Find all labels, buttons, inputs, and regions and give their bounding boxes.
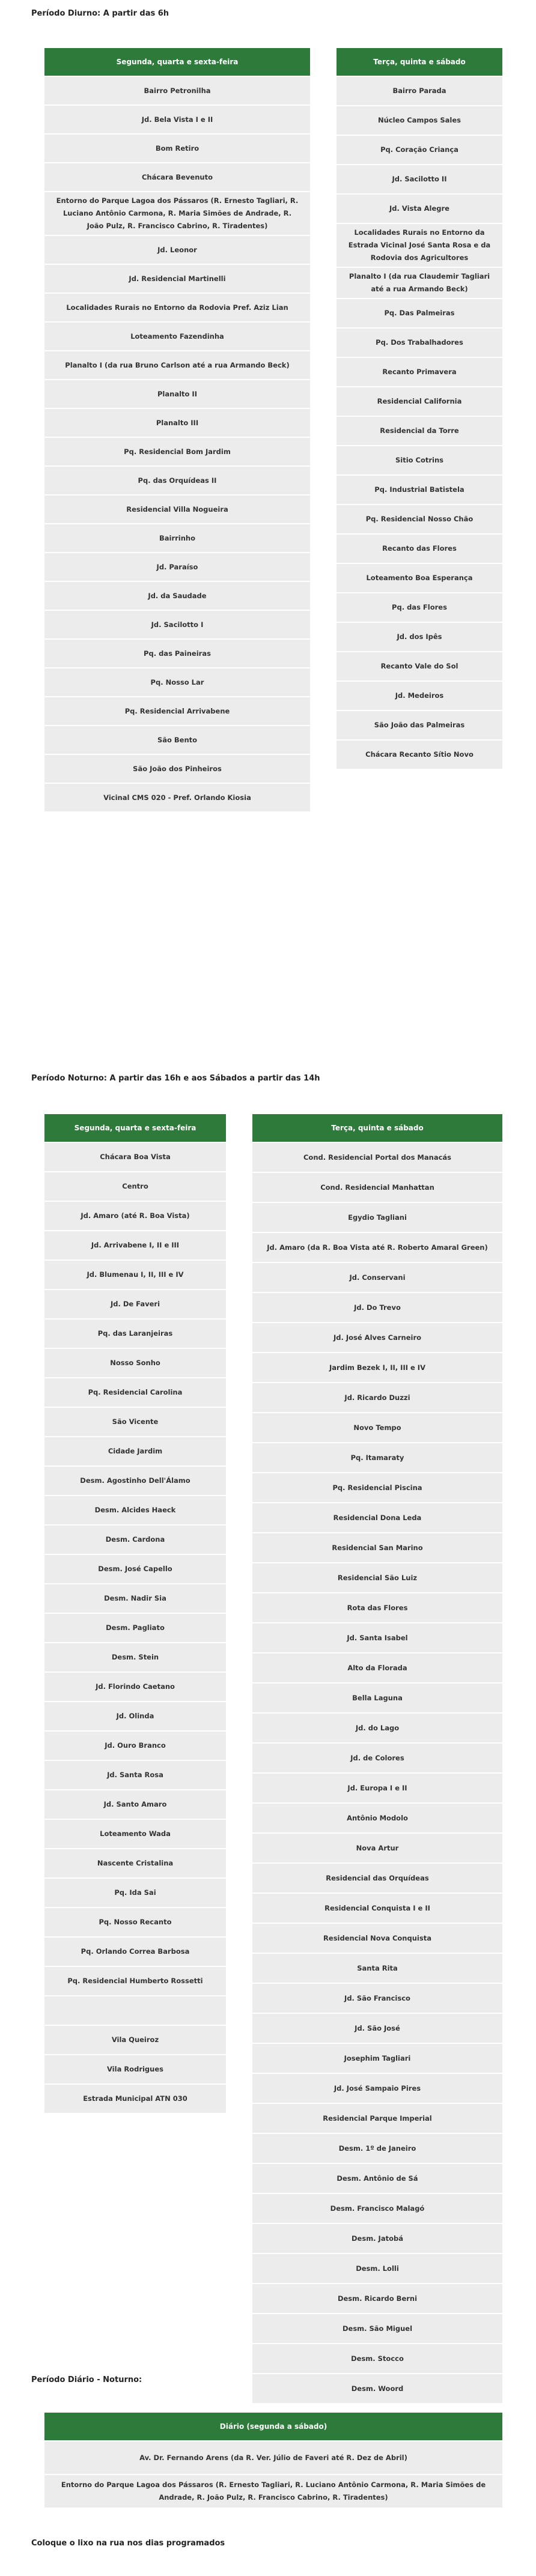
table-row	[252, 2013, 502, 2043]
neighborhood-cell: Residencial Dona Leda	[252, 1503, 502, 1533]
table-row	[337, 740, 502, 769]
neighborhood-cell: Residencial da Torre	[337, 416, 502, 446]
table-diario	[44, 2413, 502, 2509]
neighborhood-cell: Jd. Arrivabene I, II e III	[44, 1231, 226, 1260]
neighborhood-cell: Nascente Cristalina	[44, 1849, 226, 1878]
neighborhood-cell: Jd. Leonor	[44, 235, 310, 264]
neighborhood-cell: Recanto das Flores	[337, 534, 502, 563]
table-row	[337, 194, 502, 223]
table-row	[44, 2025, 226, 2055]
neighborhood-cell: Av. Dr. Fernando Arens (da R. Ver. Júlio de Faveri até R. Dez de Abril)	[44, 2441, 502, 2474]
neighborhood-cell: Desm. Agostinho Dell'Álamo	[44, 1466, 226, 1496]
table-row	[44, 1231, 226, 1260]
neighborhood-cell	[44, 1996, 226, 2025]
table-row	[252, 2073, 502, 2103]
neighborhood-cell: Jd. Do Trevo	[252, 1293, 502, 1323]
table-row	[44, 783, 310, 812]
table-row	[44, 192, 310, 235]
table-row	[337, 165, 502, 194]
neighborhood-cell: Desm. Antônio de Sá	[252, 2163, 502, 2193]
neighborhood-cell: Bom Retiro	[44, 134, 310, 163]
table-row	[44, 466, 310, 495]
neighborhood-cell: Loteamento Wada	[44, 1819, 226, 1849]
section-title-diurno: Período Diurno: A partir das 6h	[31, 9, 169, 18]
neighborhood-cell: Desm. Ricardo Berni	[252, 2284, 502, 2314]
table-row	[44, 264, 310, 293]
table-row	[252, 1443, 502, 1473]
table-row	[44, 2441, 502, 2474]
table-row	[252, 1533, 502, 1563]
neighborhood-cell: Residencial California	[337, 387, 502, 416]
table-row	[44, 76, 310, 105]
table-header: Diário (segunda a sábado)	[44, 2413, 502, 2441]
table-row	[44, 1819, 226, 1849]
neighborhood-cell: Nosso Sonho	[44, 1348, 226, 1378]
table-row	[252, 1983, 502, 2013]
neighborhood-cell: Santa Rita	[252, 1953, 502, 1983]
neighborhood-cell: Localidades Rurais no Entorno da Estrada Vicinal José Santa Rosa e da Rodovia dos Agricultores	[337, 223, 502, 267]
table-row	[44, 1496, 226, 1525]
table-row	[44, 1319, 226, 1348]
neighborhood-cell: Jd. Residencial Martinelli	[44, 264, 310, 293]
table-row	[337, 505, 502, 534]
table-row	[252, 1923, 502, 1953]
table-row	[44, 1142, 226, 1172]
table-row	[337, 475, 502, 505]
neighborhood-cell: Residencial Parque Imperial	[252, 2103, 502, 2133]
table-row	[252, 2103, 502, 2133]
table-row	[44, 105, 310, 134]
table-row	[252, 1863, 502, 1893]
neighborhood-cell: Josephim Tagliari	[252, 2043, 502, 2073]
neighborhood-cell: Jd. Ricardo Duzzi	[252, 1383, 502, 1413]
table-row	[337, 563, 502, 593]
table-row	[337, 135, 502, 165]
neighborhood-cell: Jd. José Sampaio Pires	[252, 2073, 502, 2103]
table-row	[337, 416, 502, 446]
neighborhood-cell: Nova Artur	[252, 1833, 502, 1863]
table-row	[44, 1966, 226, 1996]
table-row	[337, 711, 502, 740]
neighborhood-cell: Pq. Das Palmeiras	[337, 299, 502, 328]
neighborhood-cell: Pq. das Orquídeas II	[44, 466, 310, 495]
neighborhood-cell: Jd. Florindo Caetano	[44, 1672, 226, 1702]
neighborhood-cell: Bairro Petronilha	[44, 76, 310, 105]
neighborhood-cell: Recanto Primavera	[337, 357, 502, 387]
table-row	[44, 1613, 226, 1643]
neighborhood-cell: Alto da Florada	[252, 1653, 502, 1683]
table-diurno-seg-qua-sex	[44, 48, 310, 813]
neighborhood-cell: Localidades Rurais no Entorno da Rodovia Pref. Aziz Lian	[44, 293, 310, 322]
table-header: Segunda, quarta e sexta-feira	[44, 1114, 226, 1142]
table-row	[252, 1413, 502, 1443]
neighborhood-cell: Bairrinho	[44, 524, 310, 553]
neighborhood-cell: Pq. Nosso Recanto	[44, 1908, 226, 1937]
table-row	[44, 235, 310, 264]
table-row	[44, 495, 310, 524]
neighborhood-cell: Pq. das Paineiras	[44, 639, 310, 668]
neighborhood-cell: Jd. Sacilotto I	[44, 610, 310, 639]
neighborhood-cell: Desm. Stein	[44, 1643, 226, 1672]
neighborhood-cell: Desm. Francisco Malagó	[252, 2193, 502, 2223]
neighborhood-cell: Residencial Villa Nogueira	[44, 495, 310, 524]
table-row	[252, 1383, 502, 1413]
table-row	[252, 1293, 502, 1323]
neighborhood-cell: Cidade Jardim	[44, 1437, 226, 1466]
neighborhood-cell: São Bento	[44, 726, 310, 754]
neighborhood-cell: Desm. Pagliato	[44, 1613, 226, 1643]
neighborhood-cell: Desm. José Capello	[44, 1554, 226, 1584]
neighborhood-cell: Pq. Residencial Bom Jardim	[44, 437, 310, 466]
table-row	[252, 1563, 502, 1593]
neighborhood-cell: Pq. Orlando Correa Barbosa	[44, 1937, 226, 1966]
table-row	[44, 2474, 502, 2508]
neighborhood-cell: Vicinal CMS 020 - Pref. Orlando Kiosia	[44, 783, 310, 812]
table-row	[337, 534, 502, 563]
neighborhood-cell: Pq. Residencial Carolina	[44, 1378, 226, 1407]
table-row	[252, 1803, 502, 1833]
neighborhood-cell: Residencial San Marino	[252, 1533, 502, 1563]
table-row	[337, 681, 502, 711]
table-row	[44, 697, 310, 726]
table-row	[252, 1683, 502, 1713]
table-row	[44, 1790, 226, 1819]
neighborhood-cell: Pq. Residencial Piscina	[252, 1473, 502, 1503]
neighborhood-cell: Jd. Ouro Branco	[44, 1731, 226, 1760]
neighborhood-cell: Residencial São Luiz	[252, 1563, 502, 1593]
table-row	[337, 652, 502, 681]
table-row	[252, 1232, 502, 1262]
table-row	[44, 754, 310, 783]
table-row	[44, 581, 310, 610]
neighborhood-cell: Entorno do Parque Lagoa dos Pássaros (R. Ernesto Tagliari, R. Luciano Antônio Carmona, R. Maria Simões de Andrade, R. João Pulz, R. Francisco Cabrino, R. Tiradentes)	[44, 2474, 502, 2508]
neighborhood-cell: Pq. das Flores	[337, 593, 502, 622]
neighborhood-cell: Núcleo Campos Sales	[337, 106, 502, 135]
neighborhood-cell: Pq. das Laranjeiras	[44, 1319, 226, 1348]
neighborhood-cell: Entorno do Parque Lagoa dos Pássaros (R. Ernesto Tagliari, R. Luciano Antônio Carmona, R. Maria Simões de Andrade, R. João Pulz, R. Francisco Cabrino, R. Tiradentes)	[44, 192, 310, 235]
table-row	[44, 610, 310, 639]
table-row	[44, 351, 310, 380]
neighborhood-cell: Jd. Amaro (até R. Boa Vista)	[44, 1201, 226, 1231]
neighborhood-cell: Bella Laguna	[252, 1683, 502, 1713]
table-row	[44, 1937, 226, 1966]
neighborhood-cell: Jd. Santo Amaro	[44, 1790, 226, 1819]
neighborhood-cell: São João das Palmeiras	[337, 711, 502, 740]
neighborhood-cell: Jd. São José	[252, 2013, 502, 2043]
table-row	[44, 1172, 226, 1201]
table-row	[252, 2344, 502, 2374]
neighborhood-cell: São Vicente	[44, 1407, 226, 1437]
neighborhood-cell: Pq. Itamaraty	[252, 1443, 502, 1473]
table-row	[337, 223, 502, 267]
table-row	[337, 328, 502, 357]
table-row	[252, 1623, 502, 1653]
neighborhood-cell: Cond. Residencial Manhattan	[252, 1172, 502, 1202]
neighborhood-cell: Chácara Bevenuto	[44, 163, 310, 192]
table-row	[44, 1731, 226, 1760]
neighborhood-cell: Desm. 1º de Janeiro	[252, 2133, 502, 2163]
table-row	[44, 408, 310, 437]
table-row	[337, 267, 502, 299]
table-row	[44, 1878, 226, 1908]
table-row	[44, 134, 310, 163]
neighborhood-cell: Jd. Santa Isabel	[252, 1623, 502, 1653]
neighborhood-cell: Jd. Olinda	[44, 1702, 226, 1731]
table-row	[252, 1323, 502, 1353]
table-row	[252, 2163, 502, 2193]
neighborhood-cell: Desm. Nadir Sia	[44, 1584, 226, 1613]
neighborhood-cell: São João dos Pinheiros	[44, 754, 310, 783]
table-row	[44, 668, 310, 697]
neighborhood-cell: Antônio Modolo	[252, 1803, 502, 1833]
table-row	[337, 622, 502, 652]
neighborhood-cell: Jd. Santa Rosa	[44, 1760, 226, 1790]
neighborhood-cell: Pq. Residencial Arrivabene	[44, 697, 310, 726]
neighborhood-cell: Pq. Residencial Nosso Chão	[337, 505, 502, 534]
table-noturno-seg-qua-sex	[44, 1114, 226, 2114]
table-row	[44, 1260, 226, 1290]
table-row	[44, 1702, 226, 1731]
neighborhood-cell: Loteamento Fazendinha	[44, 322, 310, 351]
neighborhood-cell: Residencial Conquista I e II	[252, 1893, 502, 1923]
neighborhood-cell: Desm. Lolli	[252, 2253, 502, 2284]
table-row	[252, 1653, 502, 1683]
table-row	[252, 2253, 502, 2284]
table-row	[252, 1142, 502, 1172]
neighborhood-cell: Sitio Cotrins	[337, 446, 502, 475]
table-row	[44, 1554, 226, 1584]
table-row	[337, 357, 502, 387]
table-row	[252, 1893, 502, 1923]
table-row	[44, 1407, 226, 1437]
neighborhood-cell: Residencial das Orquídeas	[252, 1863, 502, 1893]
table-row	[252, 1503, 502, 1533]
footer-note: Coloque o lixo na rua nos dias programados	[31, 2539, 225, 2548]
table-header: Segunda, quarta e sexta-feira	[44, 48, 310, 76]
table-row	[252, 1953, 502, 1983]
neighborhood-cell: Planalto I (da rua Bruno Carlson até a rua Armando Beck)	[44, 351, 310, 380]
neighborhood-cell: Desm. Woord	[252, 2374, 502, 2404]
neighborhood-cell: Pq. Ida Sai	[44, 1878, 226, 1908]
neighborhood-cell: Jd. Sacilotto II	[337, 165, 502, 194]
neighborhood-cell: Jd. Europa I e II	[252, 1773, 502, 1803]
neighborhood-cell: Desm. Cardona	[44, 1525, 226, 1554]
neighborhood-cell: Novo Tempo	[252, 1413, 502, 1443]
table-row	[44, 1201, 226, 1231]
table-row	[44, 1996, 226, 2025]
table-row	[44, 2084, 226, 2114]
table-header: Terça, quinta e sábado	[252, 1114, 502, 1142]
neighborhood-cell: Centro	[44, 1172, 226, 1201]
table-row	[252, 1473, 502, 1503]
neighborhood-cell: Vila Rodrigues	[44, 2055, 226, 2084]
neighborhood-cell: Jardim Bezek I, II, III e IV	[252, 1353, 502, 1383]
neighborhood-cell: Jd. da Saudade	[44, 581, 310, 610]
table-row	[44, 524, 310, 553]
table-row	[44, 1466, 226, 1496]
neighborhood-cell: Chácara Recanto Sítio Novo	[337, 740, 502, 769]
neighborhood-cell: Planalto II	[44, 380, 310, 408]
table-row	[44, 1290, 226, 1319]
table-row	[44, 293, 310, 322]
neighborhood-cell: Recanto Vale do Sol	[337, 652, 502, 681]
table-row	[44, 2055, 226, 2084]
table-row	[252, 2284, 502, 2314]
neighborhood-cell: Pq. Residencial Humberto Rossetti	[44, 1966, 226, 1996]
neighborhood-cell: Pq. Coração Criança	[337, 135, 502, 165]
table-diurno-ter-qui-sab	[337, 48, 502, 770]
table-row	[252, 2374, 502, 2404]
neighborhood-cell: Residencial Nova Conquista	[252, 1923, 502, 1953]
neighborhood-cell: Jd. Medeiros	[337, 681, 502, 711]
neighborhood-cell: Planalto I (da rua Claudemir Tagliari até a rua Armando Beck)	[337, 267, 502, 299]
table-row	[44, 1437, 226, 1466]
table-row	[252, 2043, 502, 2073]
neighborhood-cell: Planalto III	[44, 408, 310, 437]
table-row	[252, 1713, 502, 1743]
neighborhood-cell: Jd. Amaro (da R. Boa Vista até R. Roberto Amaral Green)	[252, 1232, 502, 1262]
table-row	[252, 1833, 502, 1863]
neighborhood-cell: Bairro Parada	[337, 76, 502, 106]
table-row	[44, 322, 310, 351]
table-row	[44, 1525, 226, 1554]
neighborhood-cell: Jd. Blumenau I, II, III e IV	[44, 1260, 226, 1290]
table-row	[252, 2223, 502, 2253]
neighborhood-cell: Jd. do Lago	[252, 1713, 502, 1743]
table-row	[252, 2314, 502, 2344]
neighborhood-cell: Jd. Conservani	[252, 1262, 502, 1293]
neighborhood-cell: Estrada Municipal ATN 030	[44, 2084, 226, 2114]
table-noturno-ter-qui-sab	[252, 1114, 502, 2404]
neighborhood-cell: Jd. De Faveri	[44, 1290, 226, 1319]
table-row	[44, 1672, 226, 1702]
table-row	[337, 387, 502, 416]
table-row	[44, 1378, 226, 1407]
neighborhood-cell: Jd. José Alves Carneiro	[252, 1323, 502, 1353]
table-row	[44, 1849, 226, 1878]
neighborhood-cell: Desm. Alcides Haeck	[44, 1496, 226, 1525]
table-row	[252, 1593, 502, 1623]
table-row	[44, 553, 310, 581]
table-row	[337, 299, 502, 328]
table-row	[337, 106, 502, 135]
neighborhood-cell: Jd. Vista Alegre	[337, 194, 502, 223]
table-row	[44, 726, 310, 754]
neighborhood-cell: Desm. Jatobá	[252, 2223, 502, 2253]
neighborhood-cell: Jd. São Francisco	[252, 1983, 502, 2013]
neighborhood-cell: Vila Queiroz	[44, 2025, 226, 2055]
neighborhood-cell: Rota das Flores	[252, 1593, 502, 1623]
table-row	[337, 593, 502, 622]
table-row	[252, 1743, 502, 1773]
section-title-noturno: Período Noturno: A partir das 16h e aos Sábados a partir das 14h	[31, 1074, 320, 1083]
table-row	[252, 1202, 502, 1232]
neighborhood-cell: Pq. Industrial Batistela	[337, 475, 502, 505]
neighborhood-cell: Jd. Paraíso	[44, 553, 310, 581]
neighborhood-cell: Chácara Boa Vista	[44, 1142, 226, 1172]
neighborhood-cell: Desm. São Miguel	[252, 2314, 502, 2344]
table-row	[337, 76, 502, 106]
table-row	[337, 446, 502, 475]
table-row	[44, 163, 310, 192]
neighborhood-cell: Jd. dos Ipês	[337, 622, 502, 652]
neighborhood-cell: Desm. Stocco	[252, 2344, 502, 2374]
table-row	[44, 1760, 226, 1790]
table-header: Terça, quinta e sábado	[337, 48, 502, 76]
neighborhood-cell: Pq. Dos Trabalhadores	[337, 328, 502, 357]
table-row	[44, 1584, 226, 1613]
table-row	[44, 437, 310, 466]
neighborhood-cell: Egydio Tagliani	[252, 1202, 502, 1232]
neighborhood-cell: Cond. Residencial Portal dos Manacás	[252, 1142, 502, 1172]
table-row	[252, 1353, 502, 1383]
table-row	[44, 1908, 226, 1937]
neighborhood-cell: Loteamento Boa Esperança	[337, 563, 502, 593]
table-row	[252, 1172, 502, 1202]
table-row	[44, 1348, 226, 1378]
table-row	[44, 380, 310, 408]
neighborhood-cell: Jd. Bela Vista I e II	[44, 105, 310, 134]
table-row	[44, 1643, 226, 1672]
table-row	[44, 639, 310, 668]
table-row	[252, 2133, 502, 2163]
table-row	[252, 1262, 502, 1293]
table-row	[252, 1773, 502, 1803]
table-row	[252, 2193, 502, 2223]
neighborhood-cell: Pq. Nosso Lar	[44, 668, 310, 697]
section-title-diario: Período Diário - Noturno:	[31, 2375, 142, 2384]
neighborhood-cell: Jd. de Colores	[252, 1743, 502, 1773]
